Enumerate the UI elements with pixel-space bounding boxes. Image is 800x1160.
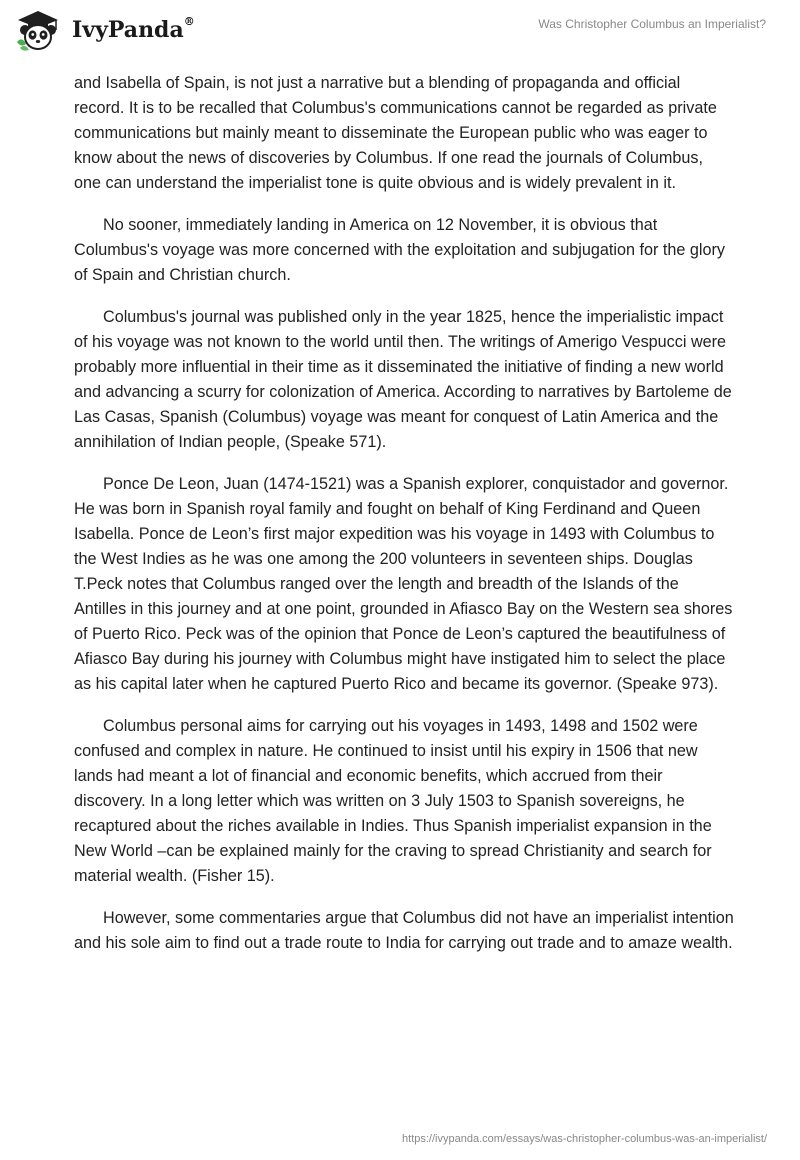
paragraph: However, some commentaries argue that Columbus did not have an imperialist intention and his sole aim to find out a trade route to India for carrying out trade and to amaze wealth.	[74, 909, 734, 952]
page-header	[0, 0, 800, 70]
paragraph: and Isabella of Spain, is not just a narrative but a blending of propaganda and official record. It is to be recalled that Columbus's communications cannot be regarded as private communications but mainly meant to disseminate the European public who was eager to know about the news of discoveries by Columbus. If one read the journals of Columbus, one can understand the imperialist tone is quite obvious and is widely prevalent in it.	[74, 74, 717, 192]
paragraph: No sooner, immediately landing in America on 12 November, it is obvious that Columbus's voyage was more concerned with the exploitation and subjugation for the glory of Spain and Christian church.	[74, 216, 725, 284]
paragraph: Columbus personal aims for carrying out his voyages in 1493, 1498 and 1502 were confused and complex in nature. He continued to insist until his expiry in 1506 that new lands had meant a lot of financial and economic benefits, which accrued from their discovery. In a long letter which was written on 3 July 1503 to Spanish sovereigns, he recaptured about the riches available in Indies. Thus Spanish imperialist expansion in the New World –can be explained mainly for the craving to spread Christianity and search for material wealth. (Fisher 15).	[74, 717, 712, 885]
brand-name	[72, 17, 195, 43]
brand-text: IvyPanda	[72, 17, 184, 43]
panda-graduation-cap-icon	[14, 8, 66, 52]
essay-body	[74, 71, 734, 973]
source-url-link[interactable]: https://ivypanda.com/essays/was-christopher-columbus-was-an-imperialist/	[402, 1133, 767, 1145]
paragraph: Columbus's journal was published only in the year 1825, hence the imperialistic impact of his voyage was not known to the world until then. The writings of Amerigo Vespucci were probably more influential in their time as it disseminated the initiative of finding a new world and advancing a scurry for colonization of America. According to narratives by Bartoleme de Las Casas, Spanish (Columbus) voyage was meant for conquest of Latin America and the annihilation of Indian people, (Speake 571).	[74, 308, 732, 451]
paragraph: Ponce De Leon, Juan (1474-1521) was a Spanish explorer, conquistador and governor. He was born in Spanish royal family and fought on behalf of King Ferdinand and Queen Isabella. Ponce de Leon’s first major expedition was his voyage in 1493 with Columbus to the West Indies as he was one among the 200 volunteers in seventeen ships. Douglas T.Peck notes that Columbus ranged over the length and breadth of the Islands of the Antilles in this journey and at one point, grounded in Afiasco Bay on the Western sea shores of Puerto Rico. Peck was of the opinion that Ponce de Leon’s captured the beautifulness of Afiasco Bay during his journey with Columbus might have instigated him to select the place as his capital later when he captured Puerto Rico and became its governor. (Speake 973).	[74, 475, 733, 693]
document-title: Was Christopher Columbus an Imperialist?	[538, 17, 766, 31]
registered-mark: ®	[183, 15, 195, 28]
ivypanda-logo[interactable]	[14, 8, 195, 52]
